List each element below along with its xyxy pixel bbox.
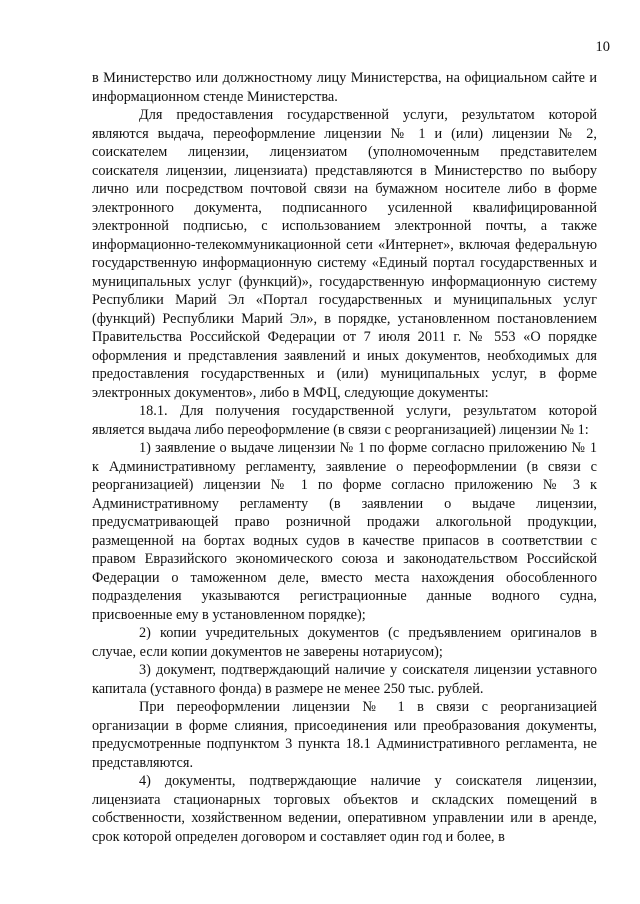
paragraph-reorganization-note: При переоформлении лицензии № 1 в связи с реорганизацией организации в форме слияния, присоединения или преобразования документы, предусмотренные подпунктом 3 пункта 18.1 Административного регламента, не представляются. bbox=[92, 699, 597, 771]
paragraph-section-18-1: 18.1. Для получения государственной услуги, результатом которой является выдача либо переоформление (в связи с реорганизацией) лицензии № 1: bbox=[92, 403, 597, 438]
paragraph-submission-methods: Для предоставления государственной услуги, результатом которой являются выдача, переоформление лицензии № 1 и (или) лицензии № 2, соискателем лицензии, лицензиатом (уполномоченным представителем соискателя лицензии, лицензиата) представляются в Министерство по выбору лично или посредством почтовой связи на бумажном носителе либо в форме электронного документа, подписанного усиленной квалифицированной электронной подписью, с использованием электронной почты, а также информационно-телекоммуникационной сети «Интернет», включая федеральную государственную информационную систему «Единый портал государственных и муниципальных услуг (функций)», государственную информационную систему Республики Марий Эл «Портал государственных и муниципальных услуг (функций) Республики Марий Эл», в порядке, установленном постановлением Правительства Российской Федерации от 7 июля 2011 г. № 553 «О порядке оформления и представления заявлений и иных документов, необходимых для предоставления государственных и (или) муниципальных услуг, в форме электронных документов», либо в МФЦ, следующие документы: bbox=[92, 107, 597, 401]
page-number: 10 bbox=[595, 39, 610, 55]
document-body bbox=[92, 69, 597, 846]
list-item-founding-documents: 2) копии учредительных документов (с предъявлением оригиналов в случае, если копии документов не заверены нотариусом); bbox=[92, 625, 597, 660]
list-item-premises-documents: 4) документы, подтверждающие наличие у соискателя лицензии, лицензиата стационарных торговых объектов и складских помещений в собственности, хозяйственном ведении, оперативном управлении или в аренде, срок которой определен договором и составляет один год и более, в bbox=[92, 773, 597, 845]
list-item-capital-document: 3) документ, подтверждающий наличие у соискателя лицензии уставного капитала (уставного фонда) в размере не менее 250 тыс. рублей. bbox=[92, 662, 597, 697]
list-item-application: 1) заявление о выдаче лицензии № 1 по форме согласно приложению № 1 к Административному регламенту, заявление о переоформлении (в связи с реорганизацией) лицензии № 1 по форме согласно приложению № 3 к Административному регламенту (в заявлении о выдаче лицензии, предусматривающей право розничной продажи алкогольной продукции, размещенной на бортах водных судов в качестве припасов в соответствии с правом Евразийского экономического союза и законодательством Российской Федерации о таможенном деле, вместо места нахождения обособленного подразделения указываются регистрационные данные водного судна, присвоенные ему в установленном порядке); bbox=[92, 440, 597, 623]
paragraph-continuation: в Министерство или должностному лицу Министерства, на официальном сайте и информационном стенде Министерства. bbox=[92, 70, 597, 105]
